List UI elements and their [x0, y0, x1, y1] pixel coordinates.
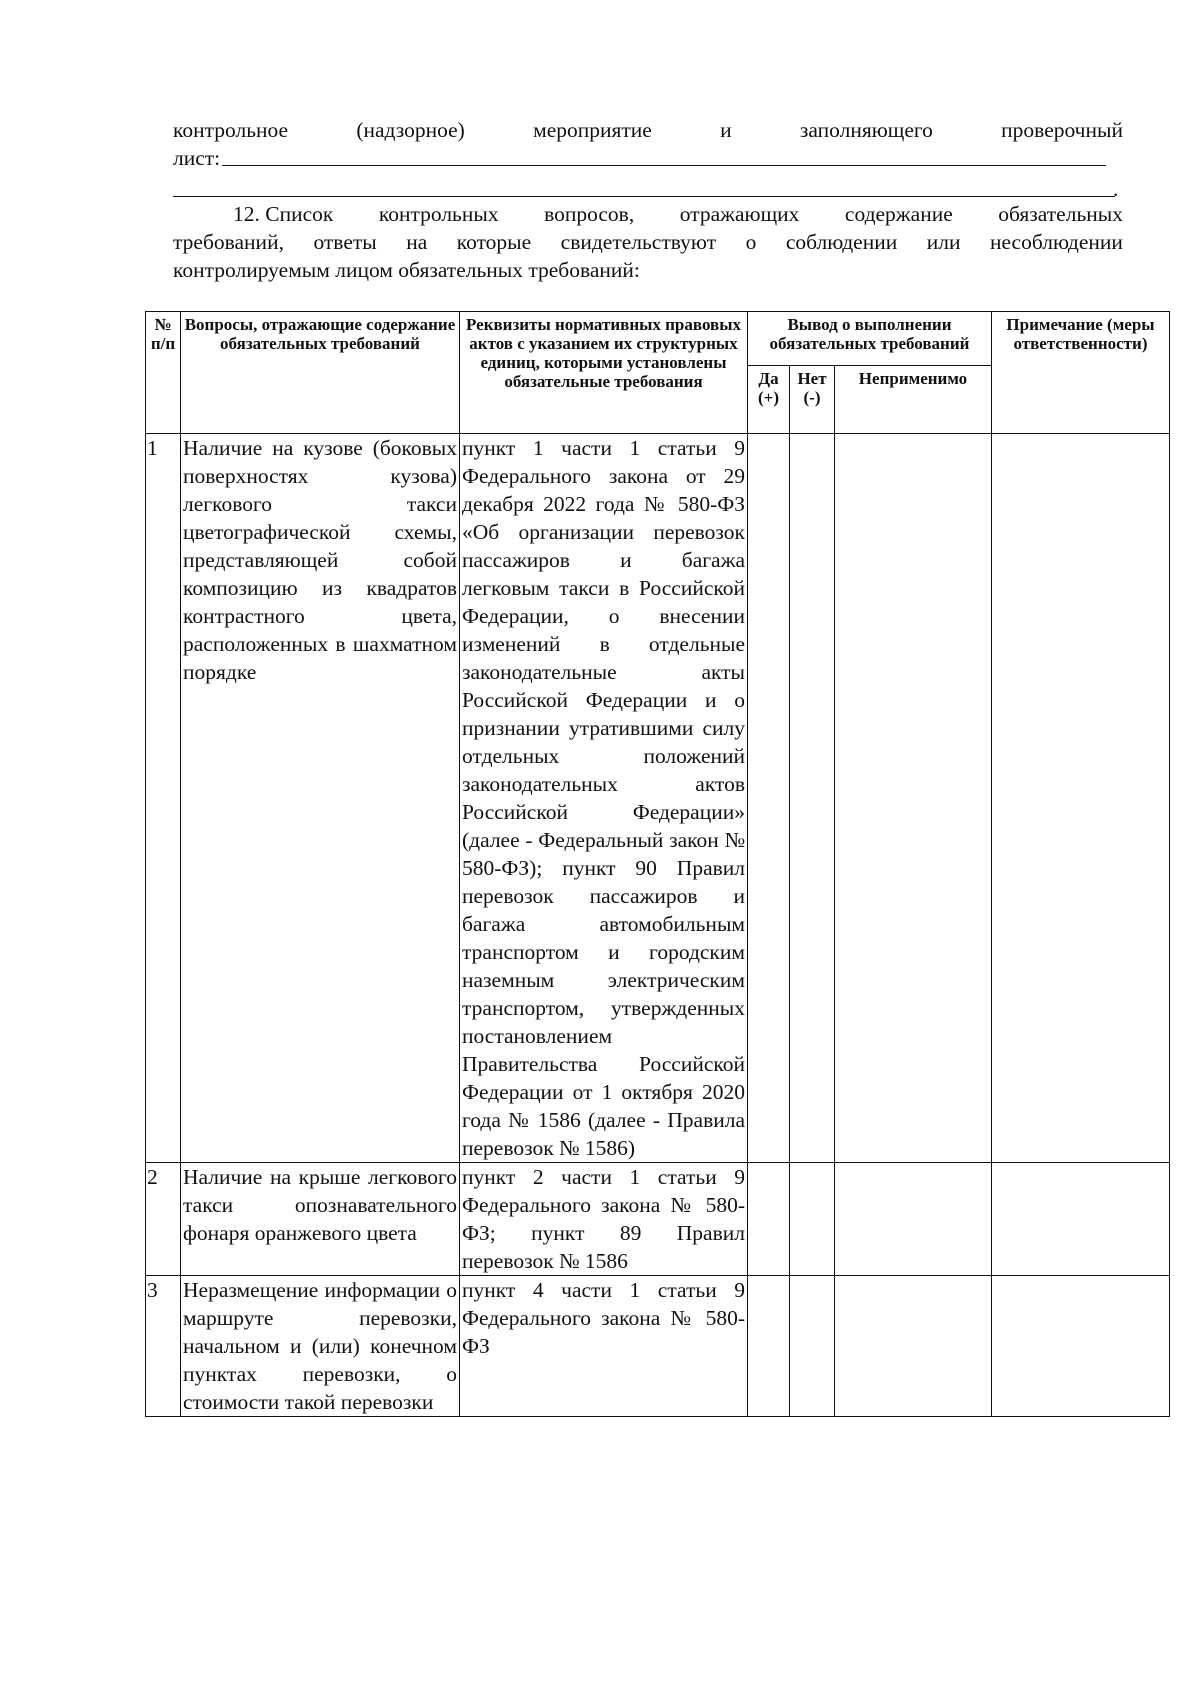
row-number: 2 [146, 1163, 181, 1276]
section-word: соблюдении [785, 230, 898, 254]
no-cell[interactable] [790, 1163, 835, 1276]
yes-cell[interactable] [748, 1163, 790, 1276]
intro-word: (надзорное) [356, 118, 465, 142]
header-question: Вопросы, отражающие содержание обязательных требований [181, 312, 460, 434]
section-word: или [926, 230, 961, 254]
header-num: № п/п [146, 312, 181, 434]
note-cell[interactable] [992, 1276, 1170, 1417]
intro-word: и [720, 118, 732, 142]
not-applicable-cell[interactable] [835, 1163, 992, 1276]
fill-in-line [222, 164, 1106, 166]
row-question: Наличие на крыше легкового такси опознавательного фонаря оранжевого цвета [181, 1163, 460, 1276]
section-word: 12. Список [233, 202, 334, 226]
table-row [146, 434, 1170, 1163]
header-requisites: Реквизиты нормативных правовых актов с указанием их структурных единиц, которыми установлены обязательные требования [460, 312, 748, 434]
row-question: Наличие на кузове (боковых поверхностях кузова) легкового такси цветографической схемы, представляющей собой композицию из квадратов контрастного цвета, расположенных в шахматном порядке [181, 434, 460, 1163]
row-question: Неразмещение информации о маршруте перевозки, начальном и (или) конечном пунктах перевозки, о стоимости такой перевозки [181, 1276, 460, 1417]
header-not-applicable: Неприменимо [835, 366, 992, 434]
row-number: 1 [146, 434, 181, 1163]
row-number: 3 [146, 1276, 181, 1417]
section-word: свидетельствуют [560, 230, 717, 254]
fill-in-line-full [173, 196, 1115, 197]
section-word: отражающих [679, 202, 800, 226]
not-applicable-cell[interactable] [835, 434, 992, 1163]
intro-word: проверочный [1001, 118, 1123, 142]
table-row [146, 1276, 1170, 1417]
checklist-table [145, 311, 1170, 1417]
note-cell[interactable] [992, 1163, 1170, 1276]
intro-line-2 [173, 144, 1106, 172]
intro-word: контрольное [173, 118, 289, 142]
header-note: Примечание (меры ответственности) [992, 312, 1170, 434]
sheet-label: лист: [173, 146, 221, 170]
section-word: ответы [313, 230, 377, 254]
row-requisites: пункт 1 части 1 статьи 9 Федерального закона от 29 декабря 2022 года № 580-ФЗ «Об организации перевозок пассажиров и багажа легковым такси в Российской Федерации, о внесении изменений в отдельные законодательные акты Российской Федерации и о признании утратившими силу отдельных положений законодательных актов Российской Федерации» (далее - Федеральный закон № 580-ФЗ); пункт 90 Правил перевозок пассажиров и багажа автомобильным транспортом и городским наземным электрическим транспортом, утвержденных постановлением Правительства Российской Федерации от 1 октября 2020 года № 1586 (далее - Правила перевозок № 1586) [460, 434, 748, 1163]
table-row [146, 1163, 1170, 1276]
header-conclusion: Вывод о выполнении обязательных требований [748, 312, 992, 366]
note-cell[interactable] [992, 434, 1170, 1163]
section-12-line-2 [173, 228, 1123, 256]
section-12-line-1 [233, 200, 1123, 228]
not-applicable-cell[interactable] [835, 1276, 992, 1417]
no-cell[interactable] [790, 434, 835, 1163]
yes-cell[interactable] [748, 1276, 790, 1417]
no-cell[interactable] [790, 1276, 835, 1417]
section-word: содержание [844, 202, 953, 226]
intro-line-1 [173, 116, 1123, 144]
section-word: которые [456, 230, 532, 254]
header-no: Нет (-) [790, 366, 835, 434]
section-word: контрольных [378, 202, 499, 226]
intro-word: заполняющего [799, 118, 933, 142]
intro-word: мероприятие [533, 118, 652, 142]
section-word: обязательных [998, 202, 1123, 226]
section-word: несоблюдении [989, 230, 1123, 254]
yes-cell[interactable] [748, 434, 790, 1163]
section-word: требований, [173, 230, 284, 254]
row-requisites: пункт 2 части 1 статьи 9 Федерального закона № 580-ФЗ; пункт 89 Правил перевозок № 1586 [460, 1163, 748, 1276]
header-yes: Да (+) [748, 366, 790, 434]
section-12-line-3: контролируемым лицом обязательных требований: [173, 258, 640, 282]
row-requisites: пункт 4 части 1 статьи 9 Федерального закона № 580-ФЗ [460, 1276, 748, 1417]
section-word: на [406, 230, 428, 254]
section-word: вопросов, [544, 202, 635, 226]
section-word: о [745, 230, 757, 254]
end-dot: . [1113, 177, 1119, 201]
